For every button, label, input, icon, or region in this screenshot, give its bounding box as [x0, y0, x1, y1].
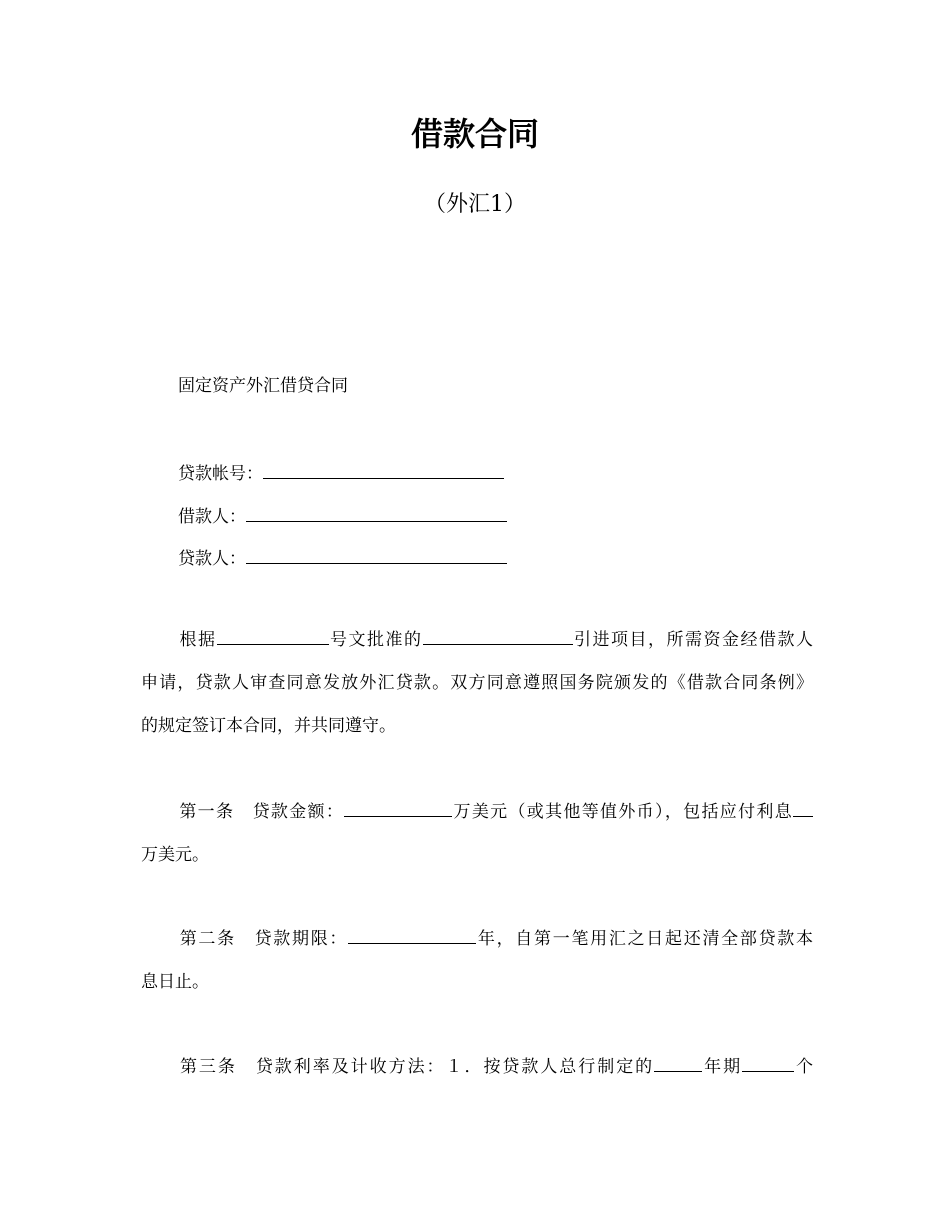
document-subtitle: （外汇1） — [424, 192, 526, 217]
article-3-label: 第三条 — [178, 1057, 237, 1077]
article-3-text-3: 个 — [794, 1057, 814, 1077]
lender-label: 贷款人： — [178, 549, 246, 569]
article-1-label: 第一条 — [178, 802, 235, 822]
article-1 — [141, 791, 813, 877]
intro-line-2: 申请，贷款人审查同意发放外汇贷款。双方同意遵照国务院颁发的《借款合同条例》 — [141, 673, 813, 693]
month-blank — [742, 1053, 794, 1072]
article-2 — [141, 918, 813, 1004]
intro-text-1: 根据 — [178, 630, 217, 650]
account-blank — [263, 460, 504, 479]
article-3-text-1: 贷款利率及计收方法：１．按贷款人总行制定的 — [255, 1057, 655, 1077]
article-3 — [141, 1046, 813, 1089]
intro-text-2: 号文批准的 — [328, 630, 423, 650]
lender-blank — [246, 545, 507, 564]
intro-line-1 — [141, 619, 813, 662]
borrower-label: 借款人： — [178, 507, 246, 527]
article-1-line-1 — [141, 791, 813, 834]
article-1-text-1: 贷款金额： — [252, 802, 345, 822]
loan-amount-blank — [344, 798, 452, 817]
article-3-text-2: 年期 — [702, 1057, 743, 1077]
intro-paragraph — [141, 619, 813, 748]
doc-number-blank — [217, 626, 329, 645]
lender-field — [178, 545, 507, 571]
contract-heading: 固定资产外汇借贷合同 — [178, 376, 348, 396]
intro-text-3: 引进项目，所需资金经借款人 — [572, 630, 813, 650]
project-blank — [423, 626, 573, 645]
account-label: 贷款帐号： — [178, 464, 263, 484]
article-2-line-2: 息日止。 — [141, 972, 209, 992]
loan-term-blank — [348, 925, 476, 944]
borrower-blank — [246, 503, 507, 522]
document-title: 借款合同 — [410, 115, 539, 153]
borrower-field — [178, 503, 507, 529]
article-2-label: 第二条 — [178, 929, 236, 949]
year-term-blank — [654, 1053, 702, 1072]
article-2-text-2: 年，自第一笔用汇之日起还清全部贷款本 — [476, 929, 814, 949]
article-3-line-1 — [141, 1046, 813, 1089]
intro-line-3: 的规定签订本合同，并共同遵守。 — [141, 716, 396, 736]
article-1-text-2: 万美元（或其他等值外币），包括应付利息 — [452, 802, 794, 822]
interest-blank — [793, 798, 813, 817]
article-2-text-1: 贷款期限： — [254, 929, 349, 949]
account-field — [178, 460, 504, 486]
article-2-line-1 — [141, 918, 813, 961]
article-1-line-2: 万美元。 — [141, 845, 209, 865]
